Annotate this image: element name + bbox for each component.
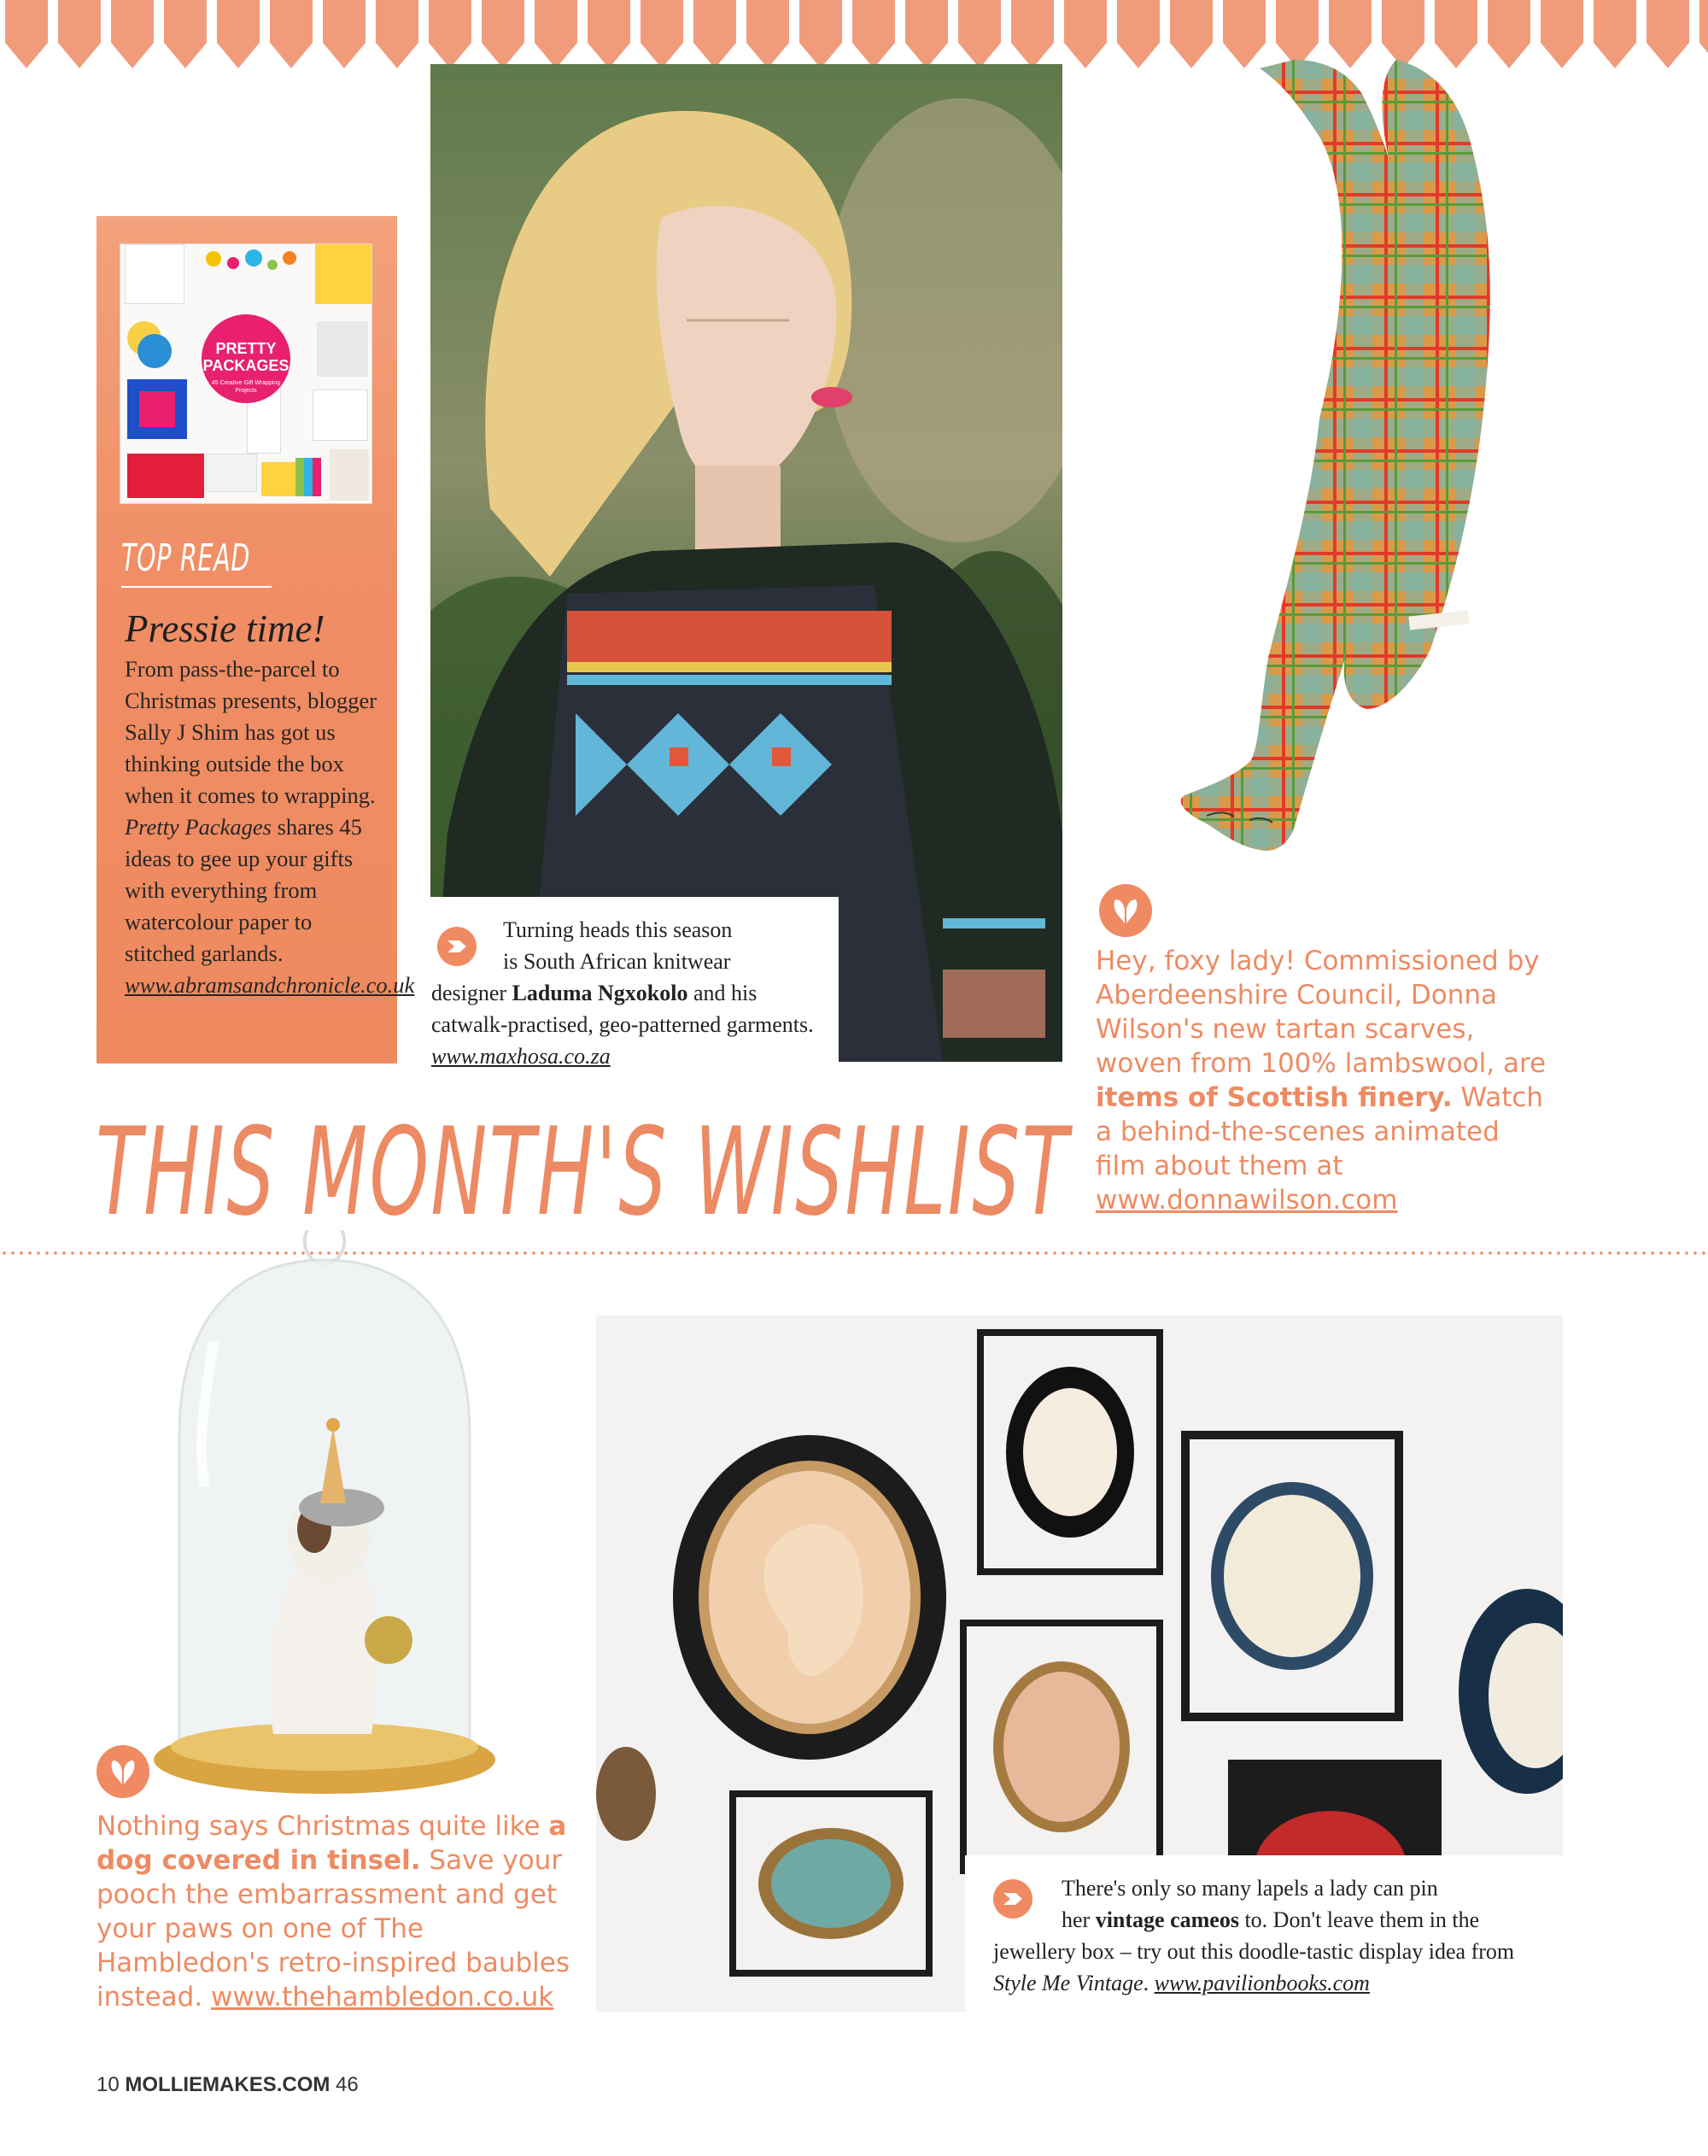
dog-bauble-image [145,1230,504,1794]
bunting-flag [1117,0,1160,68]
top-read-underline [121,586,272,588]
bunting-flag [1276,0,1319,68]
bunting-flag [1329,0,1372,68]
tartan-fox-scarf-image [1149,60,1537,918]
bunting-flag [1435,0,1477,68]
bunting-flag [1011,0,1054,68]
page-number: 10 [97,2073,120,2096]
bunting-flag [1382,0,1424,68]
bunting-flag [111,0,154,68]
heart-badge-icon [1099,884,1152,937]
issue-number: 46 [336,2073,359,2096]
book-cover-image [120,243,372,504]
heart-badge-icon [97,1745,149,1798]
top-read-body: From pass-the-parcel to Christmas presents, blogger Sally J Shim has got us thinking outside the box when it comes to wrapping. Pretty Packages shares 45 ideas to gee up your gifts with everything from watercolour paper to stitched garlands. www.abramsandchronicle.co.uk [125,656,415,998]
dog-bauble-caption: Nothing says Christmas quite like a dog covered in tinsel. Save your pooch the embarrassment and get your paws on one of The Hambledon's retro-inspired baubles instead. www.thehambledon.co.uk [97,1811,570,2012]
bunting-flag [482,0,524,68]
hambledon-link[interactable]: www.thehambledon.co.uk [211,1982,554,2012]
bunting-flag [164,0,207,68]
bunting-flag [746,0,789,68]
bunting-flag [905,0,948,68]
book-name: Style Me Vintage [993,1971,1144,1995]
bunting-flag [270,0,313,68]
page-footer [97,2073,359,2097]
book-title: PRETTY PACKAGES 45 Creative Gift Wrapping Projects [202,314,290,403]
site-name[interactable]: MOLLIEMAKES.COM [125,2073,330,2096]
bunting-flag [852,0,895,68]
bunting-flag [429,0,471,68]
knitwear-caption: Turning heads this season is South African knitwear designer Laduma Ngxokolo and his catwalk-practised, geo-patterned garments. www.maxhosa.co.za [431,917,814,1069]
bunting-flag [693,0,736,68]
bunting-flag [799,0,842,68]
book-name: Pretty Packages [125,814,272,840]
abrams-link[interactable]: www.abramsandchronicle.co.uk [125,972,415,998]
designer-name: Laduma Ngxokolo [512,981,688,1005]
bunting-flag [640,0,683,68]
bunting-flag [376,0,418,68]
bunting-flag [1647,0,1689,68]
page-title: THIS MONTH'S WISHLIST [96,1102,1070,1243]
bunting-flag [323,0,366,68]
donnawilson-link[interactable]: www.donnawilson.com [1096,1185,1398,1216]
bunting-flag [1699,0,1708,68]
bunting-flag [5,0,48,68]
bunting-flag [217,0,260,68]
bunting-flag [1541,0,1583,68]
bunting-flag [1594,0,1636,68]
bunting-flag [1064,0,1107,68]
bunting-flag [958,0,1001,68]
vintage-cameos-bold: vintage cameos [1095,1907,1239,1932]
bunting-flag [1223,0,1266,68]
top-read-label: TOP READ [121,536,251,580]
cameo-caption: There's only so many lapels a lady can pin her vintage cameos to. Don't leave them in the jewellery box – try out this doodle-tastic display idea from Style Me Vintage. www.pavilionbooks.com [993,1876,1515,1995]
bunting-flag [1488,0,1530,68]
maxhosa-link[interactable]: www.maxhosa.co.za [431,1044,611,1069]
fox-scarf-caption: Hey, foxy lady! Commissioned by Aberdeenshire Council, Donna Wilson's new tartan scarves, woven from 100% lambswool, are items of Scottish finery. Watch a behind-the-scenes animated film about them at www.donnawilson.com [1096,946,1547,1216]
bunting-flag [58,0,101,68]
pavilion-link[interactable]: www.pavilionbooks.com [1154,1971,1370,1995]
top-read-heading: Pressie time! [125,607,325,650]
bunting-flag [535,0,577,68]
bunting-flag [588,0,630,68]
bunting-flag [1170,0,1213,68]
